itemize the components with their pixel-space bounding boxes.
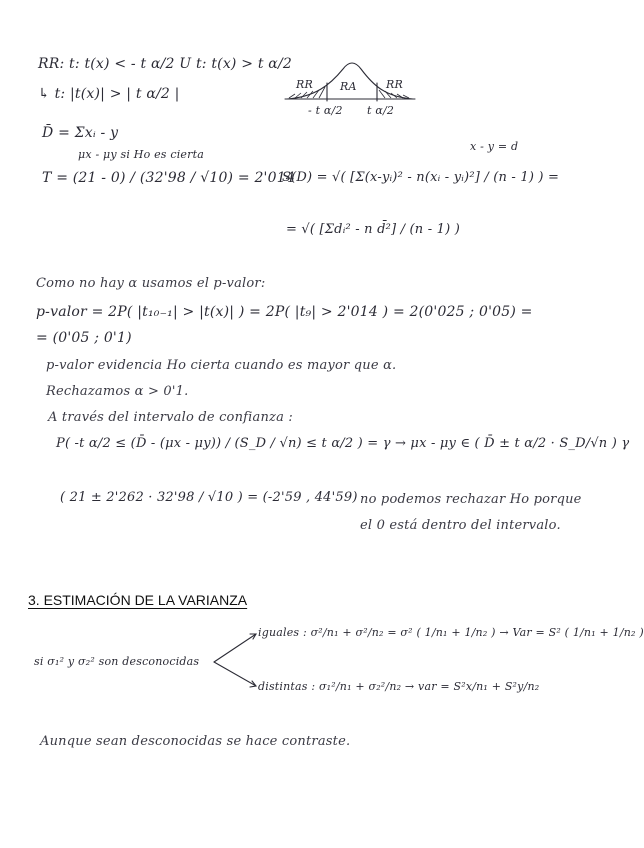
diagram-tick-left-label: - t α/2 bbox=[308, 104, 343, 117]
pvalue-range: = (0'05 ; 0'1) bbox=[36, 330, 132, 346]
variance-equal: iguales : σ²/n₁ + σ²/n₂ = σ² ( 1/n₁ + 1/n₂ ) → Var = S² ( 1/n₁ + 1/n₂ ) bbox=[258, 626, 644, 639]
ci-conclusion-2: el 0 está dentro del intervalo. bbox=[360, 518, 561, 533]
variance-note: Aunque sean desconocidas se hace contraste. bbox=[40, 734, 351, 749]
ci-probability: P( -t α/2 ≤ (D̄ - (μx - μy)) / (S_D / √n) ≤ t α/2 ) = γ → μx - μy ∈ ( D̄ ± t α/2 · S_D/√n ) γ bbox=[56, 436, 630, 451]
rejection-region-line: RR: t: t(x) < - t α/2 U t: t(x) > t α/2 bbox=[38, 56, 292, 72]
sd-side-note: x - y = d bbox=[470, 140, 519, 153]
variance-unequal: distintas : σ₁²/n₁ + σ₂²/n₂ → var = S²x/n₁ + S²y/n₂ bbox=[258, 680, 540, 693]
rejection-region-abs-line: ↳ t: |t(x)| > | t α/2 | bbox=[38, 86, 180, 102]
t-statistic: T = (21 - 0) / (32'98 / √10) = 2'014 bbox=[42, 170, 295, 186]
ci-conclusion-1: no podemos rechazar Ho porque bbox=[360, 492, 582, 507]
pvalue-equation: p-valor = 2P( |t₁₀₋₁| > |t(x)| ) = 2P( |t₉| > 2'014 ) = 2(0'025 ; 0'05) = bbox=[36, 304, 533, 320]
sd-formula-simplified: = √( [Σdᵢ² - n d̄²] / (n - 1) ) bbox=[286, 222, 460, 237]
pvalue-intro: Como no hay α usamos el p-valor: bbox=[36, 276, 266, 291]
sd-formula: S(D) = √( [Σ(x-yᵢ)² - n(xᵢ - yᵢ)²] / (n - 1) ) = bbox=[282, 170, 560, 185]
ci-intro: A través del intervalo de confianza : bbox=[48, 410, 293, 425]
pvalue-reject: Rechazamos α > 0'1. bbox=[46, 384, 189, 399]
diagram-rr-right-label: RR bbox=[386, 78, 403, 91]
variance-premise: si σ₁² y σ₂² son desconocidas bbox=[34, 655, 200, 668]
pvalue-evidence: p-valor evidencia Ho cierta cuando es mayor que α. bbox=[46, 358, 397, 373]
branch-arrows bbox=[212, 630, 262, 690]
diagram-tick-right-label: t α/2 bbox=[367, 104, 395, 117]
dbar-note: μx - μy si Ho es cierta bbox=[78, 148, 204, 161]
ci-interval: ( 21 ± 2'262 · 32'98 / √10 ) = (-2'59 , 44'59) bbox=[60, 490, 358, 505]
diagram-ra-label: RA bbox=[340, 80, 357, 93]
dbar-definition: D̄ = Σxᵢ - y bbox=[42, 125, 119, 141]
diagram-rr-left-label: RR bbox=[296, 78, 313, 91]
section-title: 3. ESTIMACIÓN DE LA VARIANZA bbox=[28, 592, 248, 608]
